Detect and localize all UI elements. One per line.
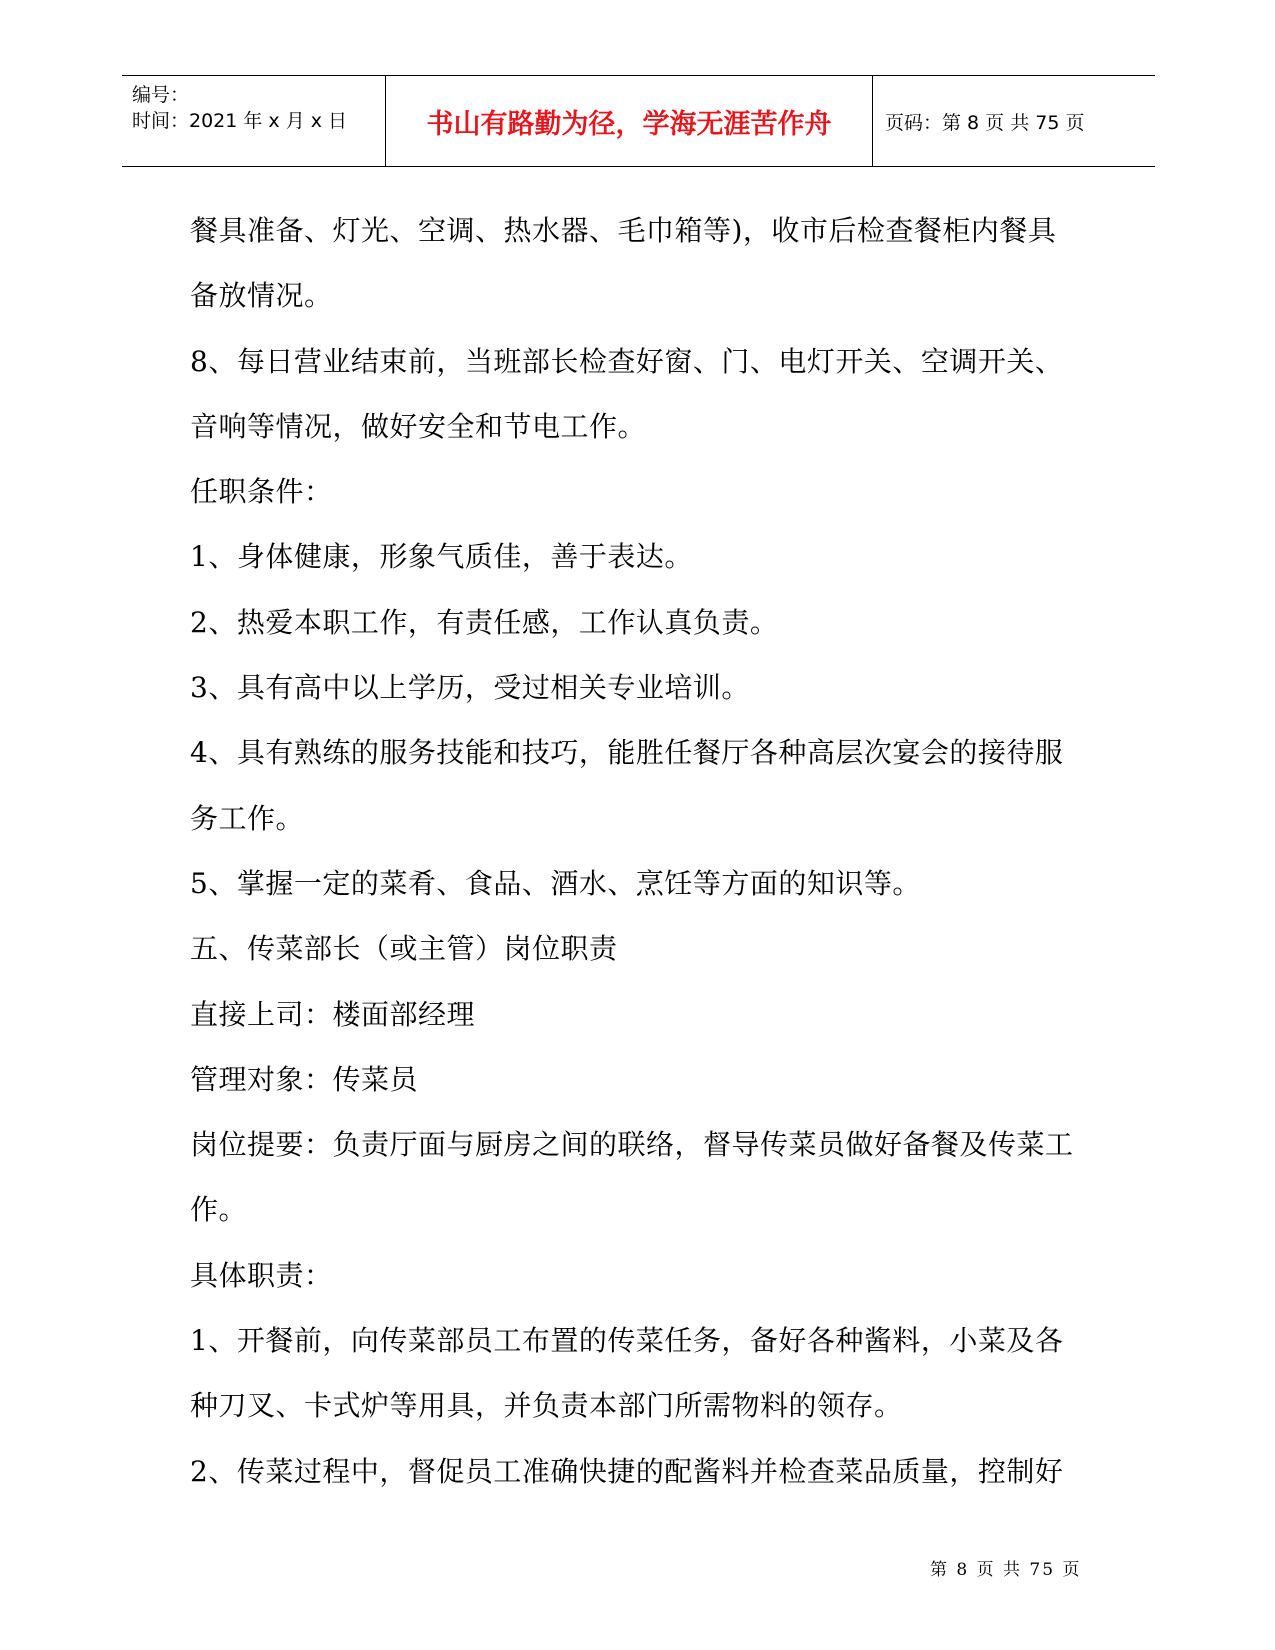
body-line: 2、热爱本职工作，有责任感，工作认真负责。 (190, 605, 779, 639)
page-footer: 第 8 页 共 75 页 (930, 1560, 1082, 1580)
document-header (122, 75, 1155, 167)
body-line: 4、具有熟练的服务技能和技巧，能胜任餐厅各种高层次宴会的接待服 (190, 736, 1064, 770)
body-line: 音响等情况，做好安全和节电工作。 (190, 409, 647, 443)
body-line: 务工作。 (190, 801, 305, 835)
body-line: 种刀叉、卡式炉等用具，并负责本部门所需物料的领存。 (190, 1389, 903, 1423)
body-line: 2、传菜过程中，督促员工准确快捷的配酱料并检查菜品质量，控制好 (190, 1454, 1064, 1488)
section-heading: 具体职责： (190, 1258, 333, 1292)
body-line: 岗位提要：负责厅面与厨房之间的联络，督导传菜员做好备餐及传菜工 (190, 1128, 1074, 1162)
body-line: 餐具准备、灯光、空调、热水器、毛巾箱等)，收市后检查餐柜内餐具 (190, 214, 1057, 247)
header-meta-cell (122, 76, 386, 166)
body-line: 直接上司：楼面部经理 (190, 997, 476, 1031)
body-line: 备放情况。 (190, 279, 333, 313)
body-line: 5、掌握一定的菜肴、食品、酒水、烹饪等方面的知识等。 (190, 866, 921, 900)
document-number-label: 编号： (132, 84, 190, 106)
body-line: 3、具有高中以上学历，受过相关专业培训。 (190, 671, 750, 705)
section-heading: 五、传菜部长（或主管）岗位职责 (190, 932, 618, 966)
section-heading: 任职条件： (190, 475, 333, 509)
body-line: 8、每日营业结束前，当班部长检查好窗、门、电灯开关、空调开关、 (190, 344, 1064, 378)
body-line: 1、身体健康，形象气质佳，善于表达。 (190, 540, 693, 574)
body-line: 管理对象：传菜员 (190, 1062, 419, 1096)
header-page-info: 页码：第 8 页 共 75 页 (885, 111, 1085, 134)
header-motto: 书山有路勤为径，学海无涯苦作舟 (386, 76, 873, 166)
document-body (190, 198, 1090, 1504)
body-line: 1、开餐前，向传菜部员工布置的传菜任务，备好各种酱料，小菜及各 (190, 1324, 1064, 1358)
document-time-label: 时间：2021 年 x 月 x 日 (132, 110, 348, 132)
body-line: 作。 (190, 1193, 248, 1227)
